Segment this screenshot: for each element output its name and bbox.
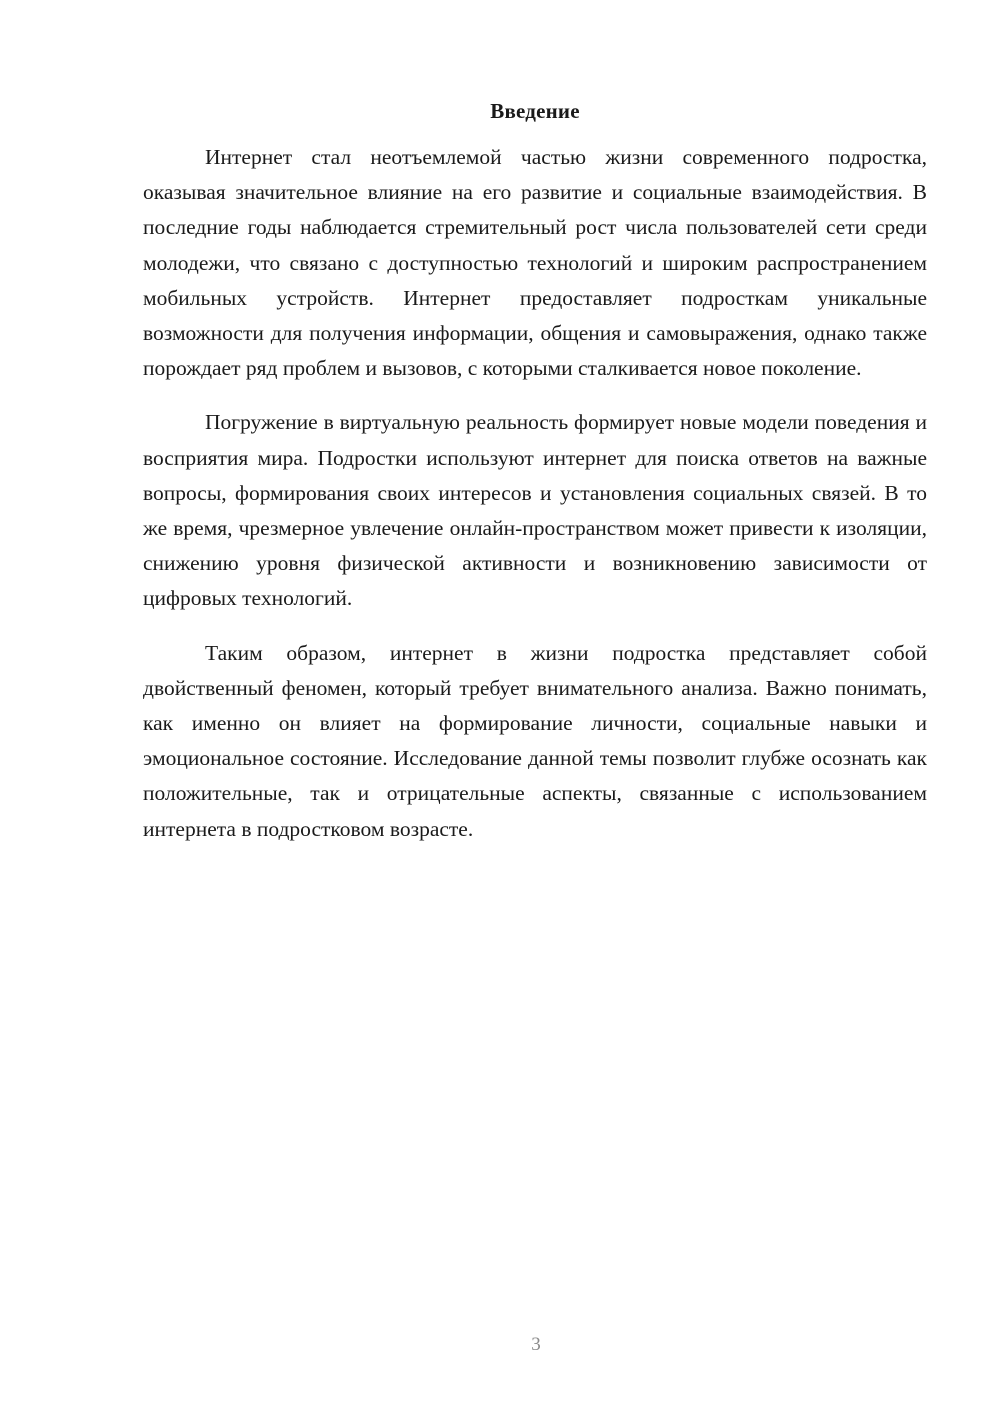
page-number: 3 (531, 1334, 541, 1355)
paragraph-1: Интернет стал неотъемлемой частью жизни современного подростка, оказывая значительное влияние на его развитие и социальные взаимодействия. В последние годы наблюдается стремительный рост числа пользователей сети среди молодежи, что связано с доступностью технологий и широким распространением мобильных устройств. Интернет предоставляет подросткам уникальные возможности для получения информации, общения и самовыражения, однако также порождает ряд проблем и вызовов, с которыми сталкивается новое поколение. (143, 145, 927, 381)
page-content (143, 96, 927, 847)
paragraph-3: Таким образом, интернет в жизни подростка представляет собой двойственный феномен, который требует внимательного анализа. Важно понимать, как именно он влияет на формирование личности, социальные навыки и эмоциональное состояние. Исследование данной темы позволит глубже осознать как положительные, так и отрицательные аспекты, связанные с использованием интернета в подростковом возрасте. (143, 640, 927, 841)
paragraph-2: Погружение в виртуальную реальность формирует новые модели поведения и восприятия мира. Подростки используют интернет для поиска ответов на важные вопросы, формирования своих интересов и установления социальных связей. В то же время, чрезмерное увлечение онлайн-пространством может привести к изоляции, снижению уровня физической активности и возникновению зависимости от цифровых технологий. (143, 410, 927, 611)
section-title: Введение (490, 99, 580, 123)
